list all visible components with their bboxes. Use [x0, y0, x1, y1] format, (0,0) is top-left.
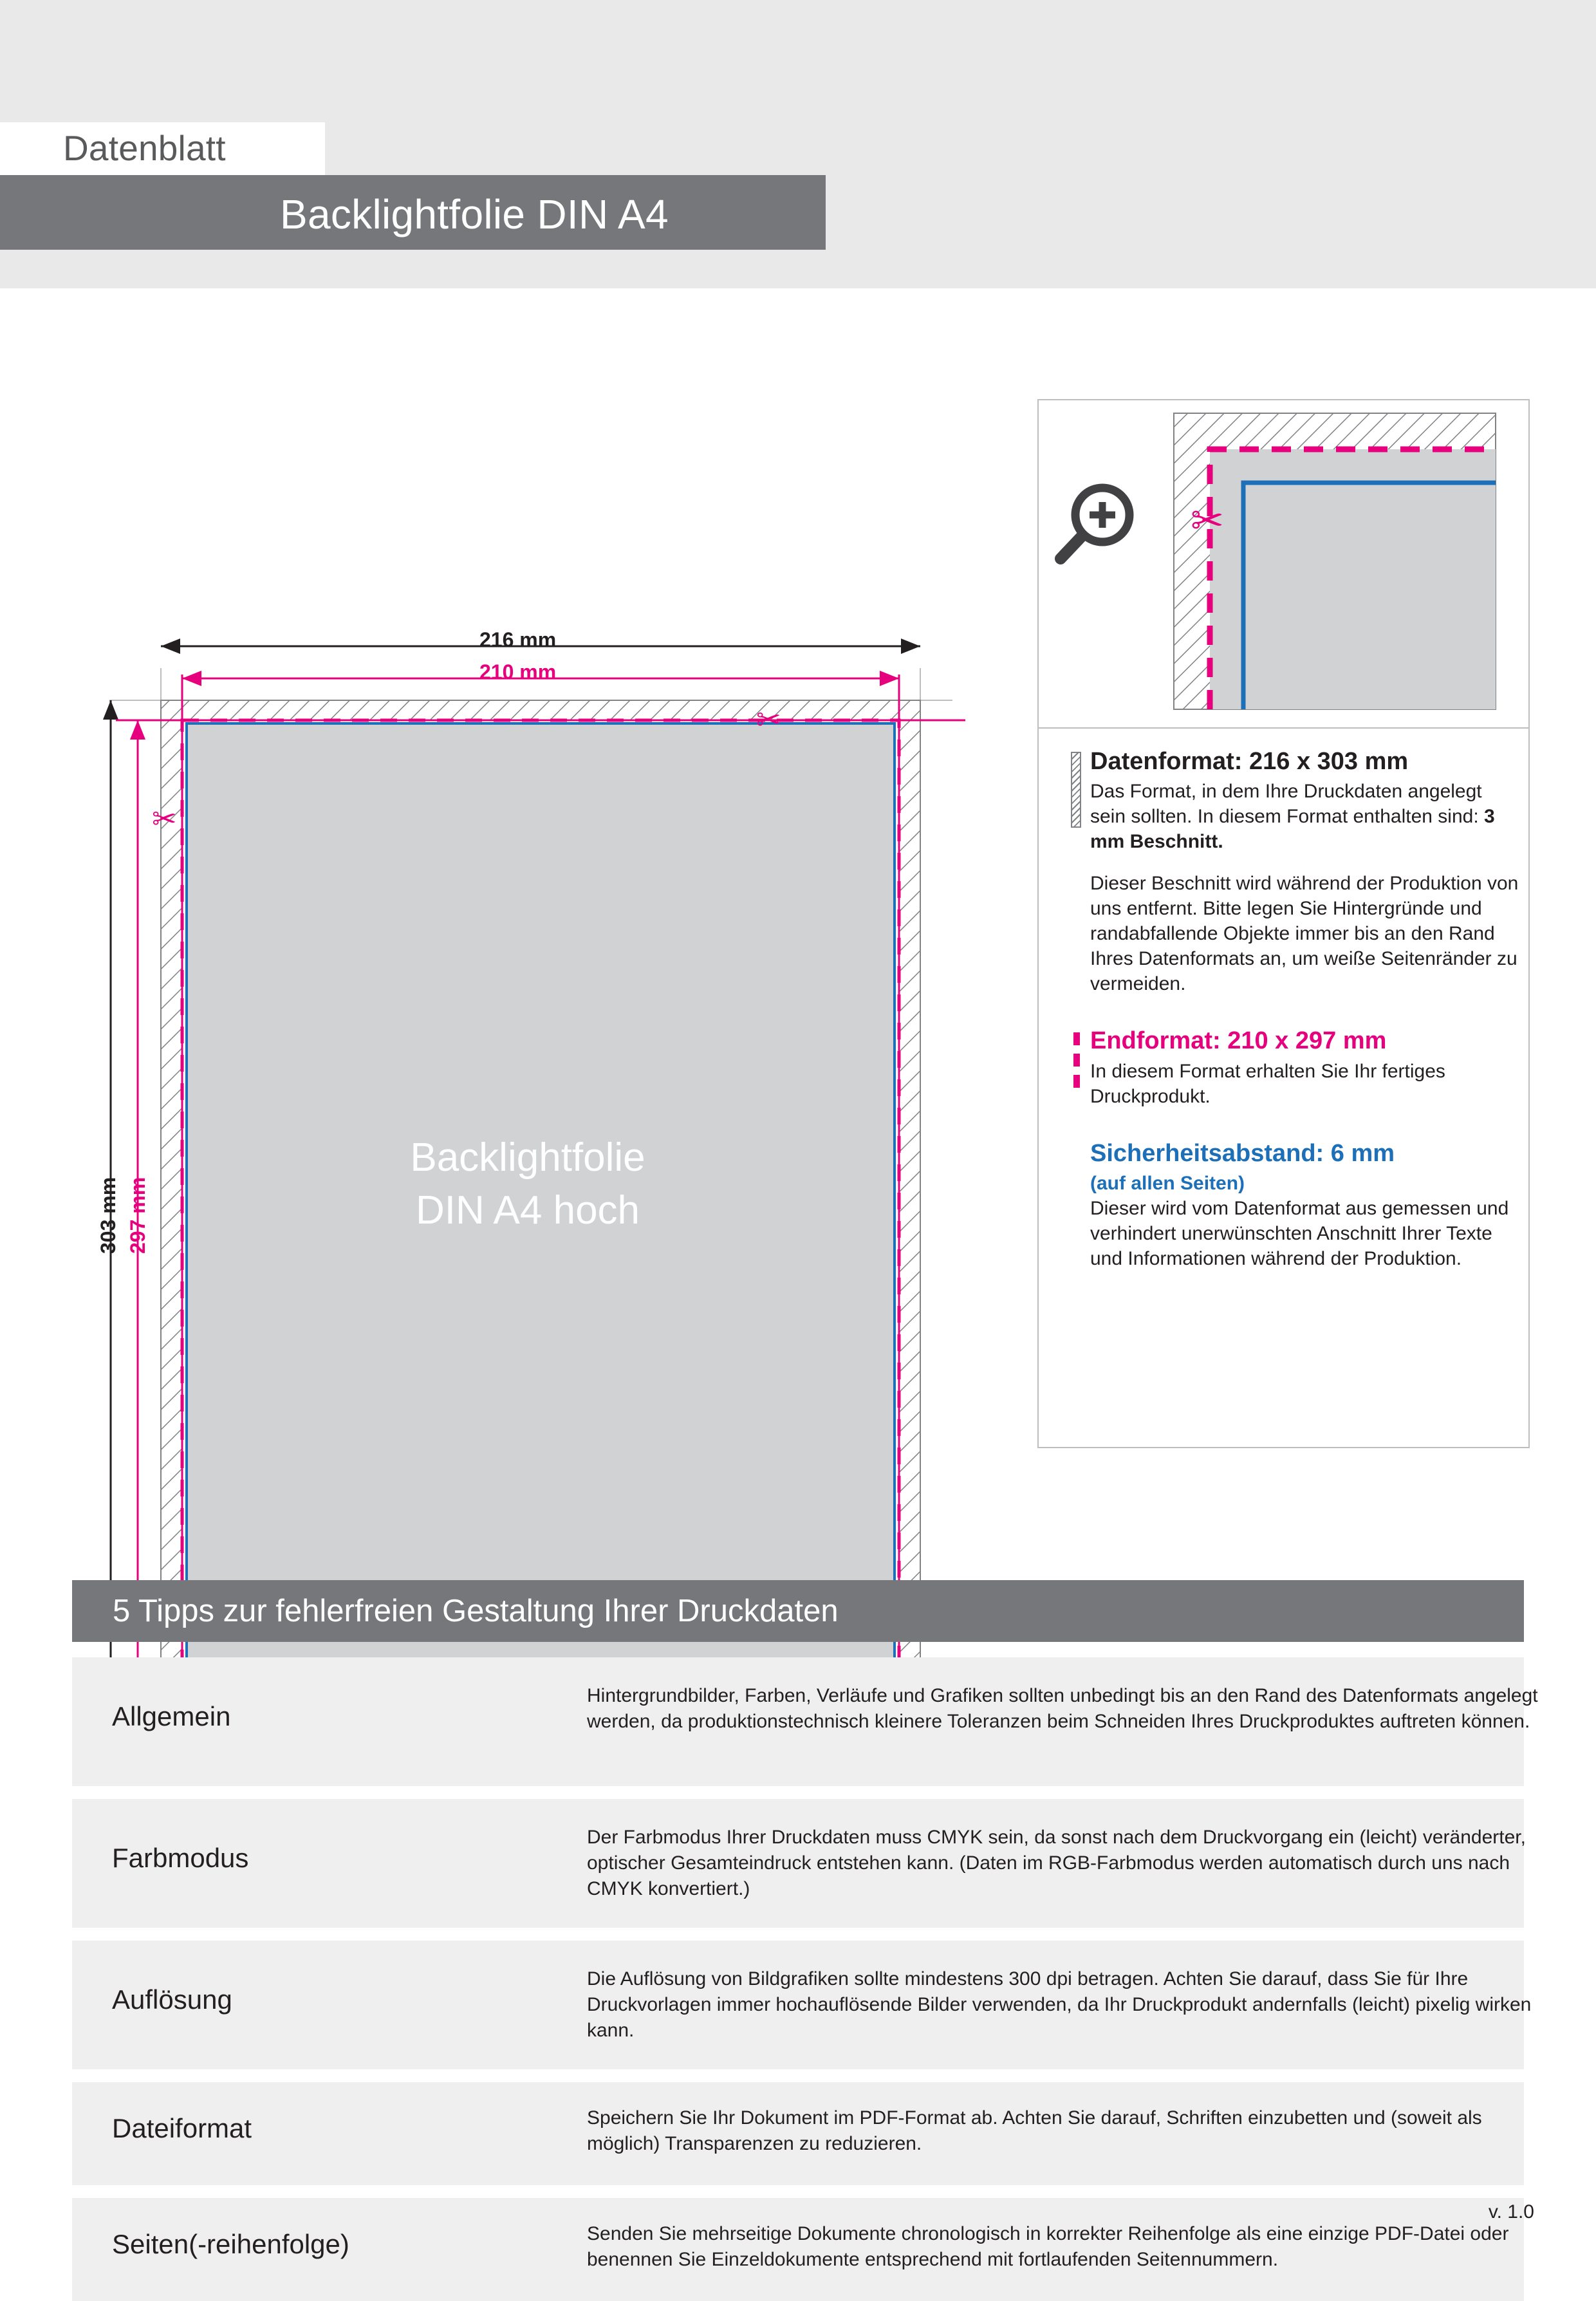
datenblatt-tab-label: Datenblatt [63, 128, 226, 168]
info-block-endformat [1068, 1026, 1519, 1108]
datenformat-text2: Dieser Beschnitt wird während der Produktion von uns entfernt. Bitte legen Sie Hintergründe und randabfallende Objekte immer bis an den Rand Ihres Datenformats an, um weiße Seitenränder zu vermeiden. [1090, 873, 1519, 995]
tip-text-allgemein: Hintergrundbilder, Farben, Verläufe und Grafiken sollten unbedingt bis an den Rand des Datenformats angelegt werden, da produktionstechnisch kleinere Toleranzen beim Schneiden Ihres Druckproduktes auftreten können. [587, 1685, 1538, 1733]
version-label: v. 1.0 [1488, 2201, 1534, 2222]
tips-header [72, 1580, 1524, 1642]
dimension-width-inner: 210 mm [479, 660, 557, 684]
info-block-datenformat [1068, 747, 1519, 996]
endformat-heading: Endformat: 210 x 297 mm [1090, 1027, 1387, 1055]
tip-label-dateiformat: Dateiformat [112, 2113, 252, 2143]
magnifier-plus-icon [1061, 488, 1129, 559]
dimension-height-outer: 303 mm [97, 1177, 120, 1254]
scissors-icon [1191, 497, 1224, 544]
tip-text-aufloesung: Die Auflösung von Bildgrafiken sollte mindestens 300 dpi betragen. Achten Sie darauf, dass Sie für Ihre Druckvorlagen immer hochauflösende Bilder verwenden, da Ihr Druckprodukt andernfalls (leicht) pixelig wirken kann. [587, 1968, 1532, 2042]
zoom-detail-box [1037, 399, 1530, 729]
tip-row-dateiformat [72, 2082, 1524, 2185]
dimension-height-inner: 297 mm [126, 1177, 149, 1254]
svg-text:✂: ✂ [152, 801, 177, 836]
datenblatt-tab [0, 122, 325, 175]
svg-text:✂: ✂ [756, 702, 781, 737]
page-title: Backlightfolie DIN A4 [280, 191, 669, 238]
preview-label-line2: DIN A4 hoch [415, 1188, 640, 1233]
sicherheitsabstand-text: Dieser wird vom Datenformat aus gemessen und verhindert unerwünschten Anschnitt Ihrer Texte und Informationen während der Produktion. [1090, 1198, 1509, 1270]
sicherheitsabstand-subheading: (auf allen Seiten) [1090, 1173, 1245, 1195]
tip-label-aufloesung: Auflösung [112, 1984, 232, 2015]
tip-text-seitenreihenfolge: Senden Sie mehrseitige Dokumente chronologisch in korrekter Reihenfolge als eine einzige PDF-Datei oder benennen Sie Einzeldokumente entsprechend mit fortlaufenden Seitennummern. [587, 2223, 1509, 2271]
dashed-marker-icon [1073, 1032, 1080, 1088]
tips-heading: 5 Tipps zur fehlerfreien Gestaltung Ihrer Druckdaten [113, 1594, 839, 1628]
info-block-sicherheitsabstand [1068, 1139, 1519, 1271]
datenformat-text1 [1090, 779, 1519, 854]
tip-label-seitenreihenfolge: Seiten(-reihenfolge) [112, 2229, 349, 2259]
datenformat-heading: Datenformat: 216 x 303 mm [1090, 748, 1409, 775]
tip-row-allgemein [72, 1657, 1538, 1786]
tip-label-farbmodus: Farbmodus [112, 1843, 249, 1873]
tip-row-aufloesung [72, 1941, 1532, 2069]
info-panel-body [1068, 747, 1519, 1290]
datenformat-text1-plain: Das Format, in dem Ihre Druckdaten angelegt sein sollten. In diesem Format enthalten sind: [1090, 781, 1484, 828]
sicherheitsabstand-heading: Sicherheitsabstand: 6 mm [1090, 1139, 1395, 1167]
hatch-marker-icon [1071, 752, 1081, 828]
datenformat-text1-bold: 3 mm Beschnitt. [1090, 806, 1495, 853]
preview-label-line1: Backlightfolie [410, 1135, 645, 1180]
tip-text-dateiformat: Speichern Sie Ihr Dokument im PDF-Format ab. Achten Sie darauf, Schriften einzubetten und (soweit als möglich) Transparenzen zu reduzieren. [587, 2107, 1482, 2155]
zoom-detail-svg [1037, 399, 1527, 726]
svg-text:✂: ✂ [1191, 497, 1224, 544]
endformat-text: In diesem Format erhalten Sie Ihr fertiges Druckprodukt. [1090, 1060, 1445, 1107]
tip-row-farbmodus [72, 1799, 1524, 1928]
tip-label-allgemein: Allgemein [112, 1701, 231, 1731]
preview-label [187, 1132, 869, 1237]
tip-row-seitenreihenfolge [72, 2198, 1524, 2301]
tip-text-farbmodus: Der Farbmodus Ihrer Druckdaten muss CMYK sein, da sonst nach dem Druckvorgang ein (leicht) veränderter, optischer Gesamteindruck entstehen kann. (Daten im RGB-Farbmodus werden automatisch durch uns nach CMYK konvertiert.) [587, 1827, 1526, 1900]
dimension-width-outer: 216 mm [479, 628, 557, 651]
page-title-bar [0, 175, 826, 250]
